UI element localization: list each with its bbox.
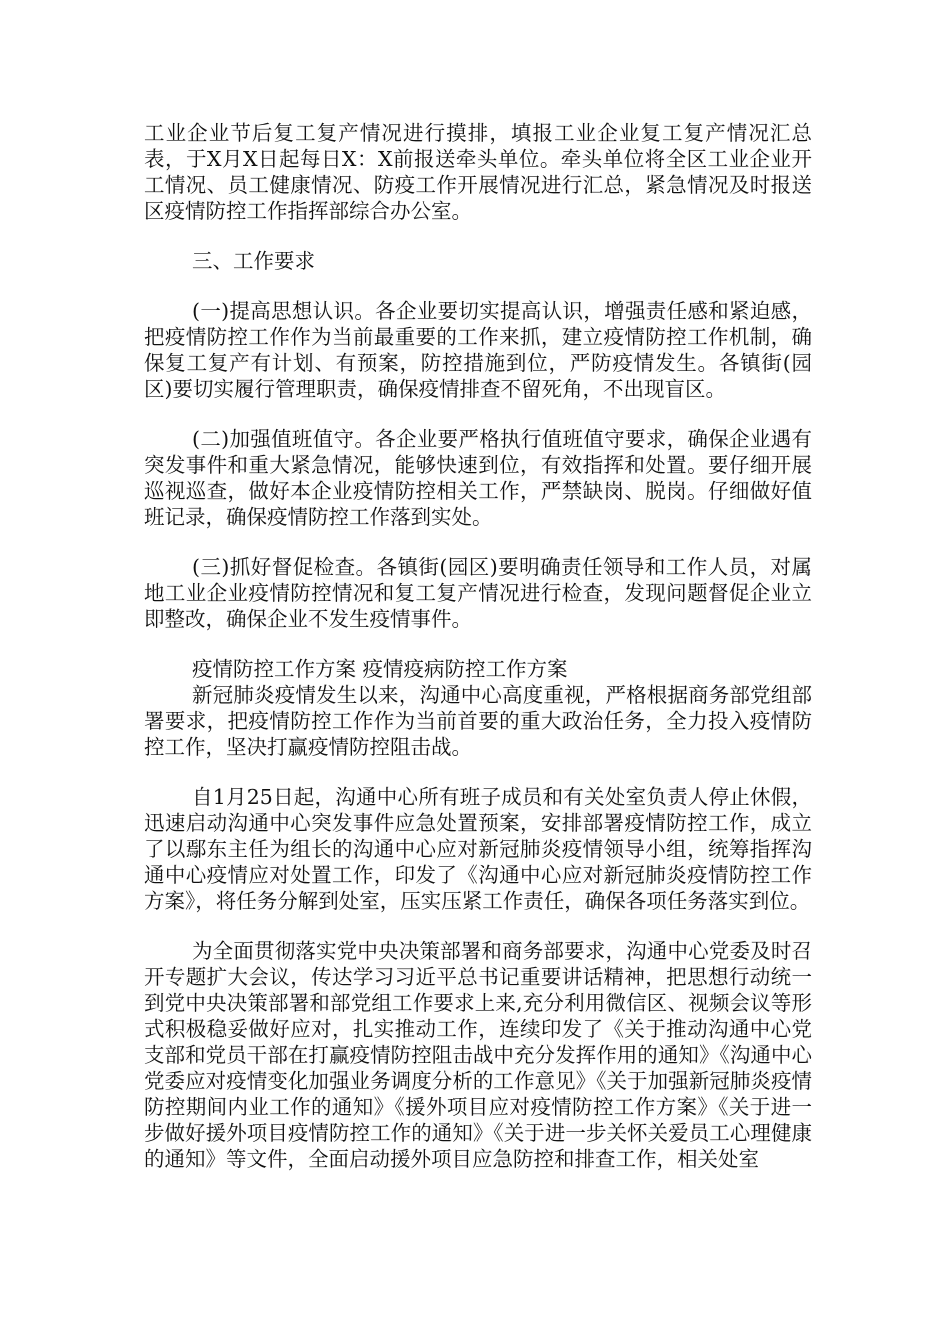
paragraph-summary-reporting: 工业企业节后复工复产情况进行摸排，填报工业企业复工复产情况汇总表，于X月X日起每日X：X前报送牵头单位。牵头单位将全区工业企业开工情况、员工健康情况、防疫工作开展情况进行汇总，紧急情况及时报送区疫情防控工作指挥部综合办公室。 (144, 121, 812, 223)
paragraph-raise-awareness: (一)提高思想认识。各企业要切实提高认识，增强责任感和紧迫感，把疫情防控工作作为当前最重要的工作来抓，建立疫情防控工作机制，确保复工复产有计划、有预案，防控措施到位，严防疫情发生。各镇街(园区)要切实履行管理职责，确保疫情排查不留死角，不出现盲区。 (144, 299, 812, 401)
document-page (144, 120, 812, 1196)
section-heading-work-requirements: 三、工作要求 (192, 249, 315, 273)
paragraph-covid-response-intro: 新冠肺炎疫情发生以来，沟通中心高度重视，严格根据商务部党组部署要求，把疫情防控工作作为当前首要的重大政治任务，全力投入疫情防控工作，坚决打赢疫情防控阻击战。 (144, 683, 812, 759)
paragraph-duty-watch: (二)加强值班值守。各企业要严格执行值班值守要求，确保企业遇有突发事件和重大紧急情况，能够快速到位，有效指挥和处置。要仔细开展巡视巡查，做好本企业疫情防控相关工作，严禁缺岗、脱岗。仔细做好值班记录，确保疫情防控工作落到实处。 (144, 427, 812, 529)
paragraph-party-committee-actions: 为全面贯彻落实党中央决策部署和商务部要求，沟通中心党委及时召开专题扩大会议，传达学习习近平总书记重要讲话精神，把思想行动统一到党中央决策部署和部党组工作要求上来,充分利用微信区、视频会议等形式积极稳妥做好应对，扎实推动工作，连续印发了《关于推动沟通中心党支部和党员干部在打赢疫情防控阻击战中充分发挥作用的通知》《沟通中心党委应对疫情变化加强业务调度分析的工作意见》《关于加强新冠肺炎疫情防控期间内业工作的通知》《援外项目应对疫情防控工作方案》《关于进一步做好援外项目疫情防控工作的通知》《关于进一步关怀关爱员工心理健康的通知》等文件，全面启动援外项目应急防控和排查工作，相关处室 (144, 939, 812, 1171)
paragraph-supervision-inspection: (三)抓好督促检查。各镇街(园区)要明确责任领导和工作人员，对属地工业企业疫情防控情况和复工复产情况进行检查，发现问题督促企业立即整改，确保企业不发生疫情事件。 (144, 555, 812, 631)
paragraph-leadership-group: 自1月25日起，沟通中心所有班子成员和有关处室负责人停止休假，迅速启动沟通中心突发事件应急处置预案，安排部署疫情防控工作，成立了以鄢东主任为组长的沟通中心应对新冠肺炎疫情领导小组，统筹指挥沟通中心疫情应对处置工作，印发了《沟通中心应对新冠肺炎疫情防控工作方案》，将任务分解到处室，压实压紧工作责任，确保各项任务落实到位。 (144, 785, 812, 913)
document-subtitle: 疫情防控工作方案 疫情疫病防控工作方案 (192, 657, 568, 681)
